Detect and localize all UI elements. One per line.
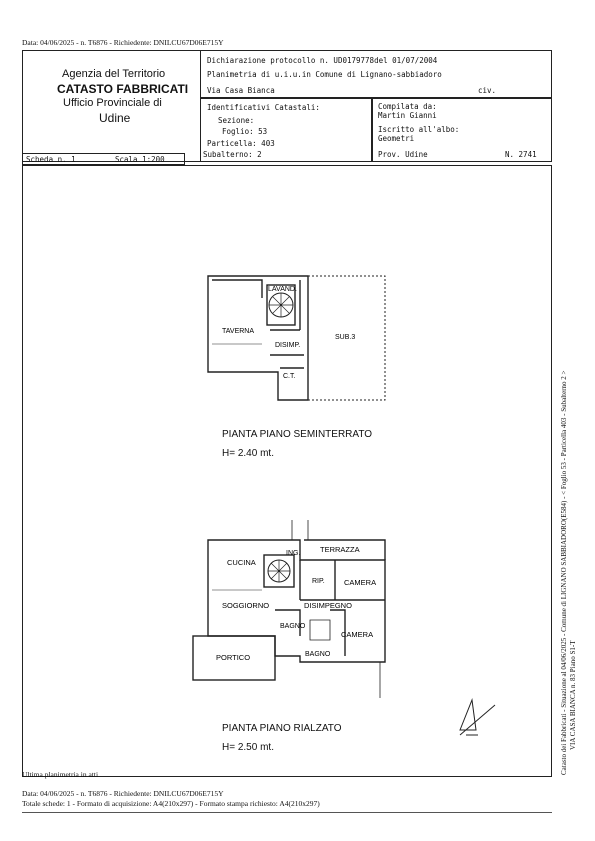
agency-ufficio: Ufficio Provinciale di [63,97,162,109]
side-text-2: VIA CASA BIANCA n. 83 Piano S1-T [569,640,577,750]
geometri-label: Geometri [378,134,415,143]
identificativi-title: Identificativi Catastali: [207,103,320,112]
room-soggiorno: SOGGIORNO [222,601,270,610]
room-bagno-2: BAGNO [305,651,331,658]
sezione-label: Sezione: [218,116,255,125]
civ-text: civ. [478,86,497,95]
compilata-name: Martin Gianni [378,111,437,120]
room-cucina: CUCINA [227,558,256,567]
agency-catasto: CATASTO FABBRICATI [57,82,189,96]
prov-label: Prov. Udine [378,150,428,159]
room-disimp: DISIMP. [275,342,301,349]
scheda-label: Scheda n. 1 [26,155,76,164]
subalterno-label: Subalterno: 2 [203,150,262,159]
compilata-title: Compilata da: [378,102,437,111]
footer-divider [22,812,552,813]
room-portico: PORTICO [216,653,251,662]
footer-data: Data: 04/06/2025 - n. T6876 - Richiedente: DNILCU67D06E715Y [22,789,224,798]
via-text: Via Casa Bianca [207,86,275,95]
agency-city: Udine [99,111,131,125]
footer-ultima: Ultima planimetria in atti [22,770,99,779]
room-taverna: TAVERNA [222,328,255,335]
ground-height: H= 2.50 mt. [222,742,274,753]
room-disimpegno: DISIMPEGNO [304,601,352,610]
basement-title: PIANTA PIANO SEMINTERRATO [222,429,373,440]
side-text-1: Catasto dei Fabbricati - Situazione al 04/06/2025 - Comune di LIGNANO SABBIADORO(E584) - < Foglio 53 - Particella 403 - Subalterno 2 > [560,370,568,775]
room-camera-2: CAMERA [341,630,374,639]
dichiarazione-text: Dichiarazione protocollo n. UD0179778del 01/07/2004 [207,56,438,65]
iscritto-label: Iscritto all'albo: [378,125,460,134]
ground-title: PIANTA PIANO RIALZATO [222,723,342,734]
scala-label: Scala 1:200 [115,155,165,164]
room-bagno-1: BAGNO [280,623,306,630]
footer-totale: Totale schede: 1 - Formato di acquisizione: A4(210x297) - Formato stampa richiesto: A4(210x297) [22,799,320,808]
room-rip: RIP. [312,578,325,585]
numero-label: N. 2741 [505,150,537,159]
top-stamp: Data: 04/06/2025 - n. T6876 - Richiedente: DNILCU67D06E715Y [22,38,224,47]
room-terrazza: TERRAZZA [320,545,360,554]
room-camera-1: CAMERA [344,578,377,587]
basement-height: H= 2.40 mt. [222,448,274,459]
planimetria-text: Planimetria di u.i.u.in Comune di Lignano-sabbiadoro [207,70,442,79]
foglio-label: Foglio: 53 [222,127,268,136]
room-ing: ING. [286,550,301,557]
particella-label: Particella: 403 [207,139,275,148]
agency-name: Agenzia del Territorio [62,68,166,80]
room-ct: C.T. [283,373,296,380]
room-sub3: SUB.3 [335,334,356,341]
room-lavand: LAVAND. [268,286,297,293]
